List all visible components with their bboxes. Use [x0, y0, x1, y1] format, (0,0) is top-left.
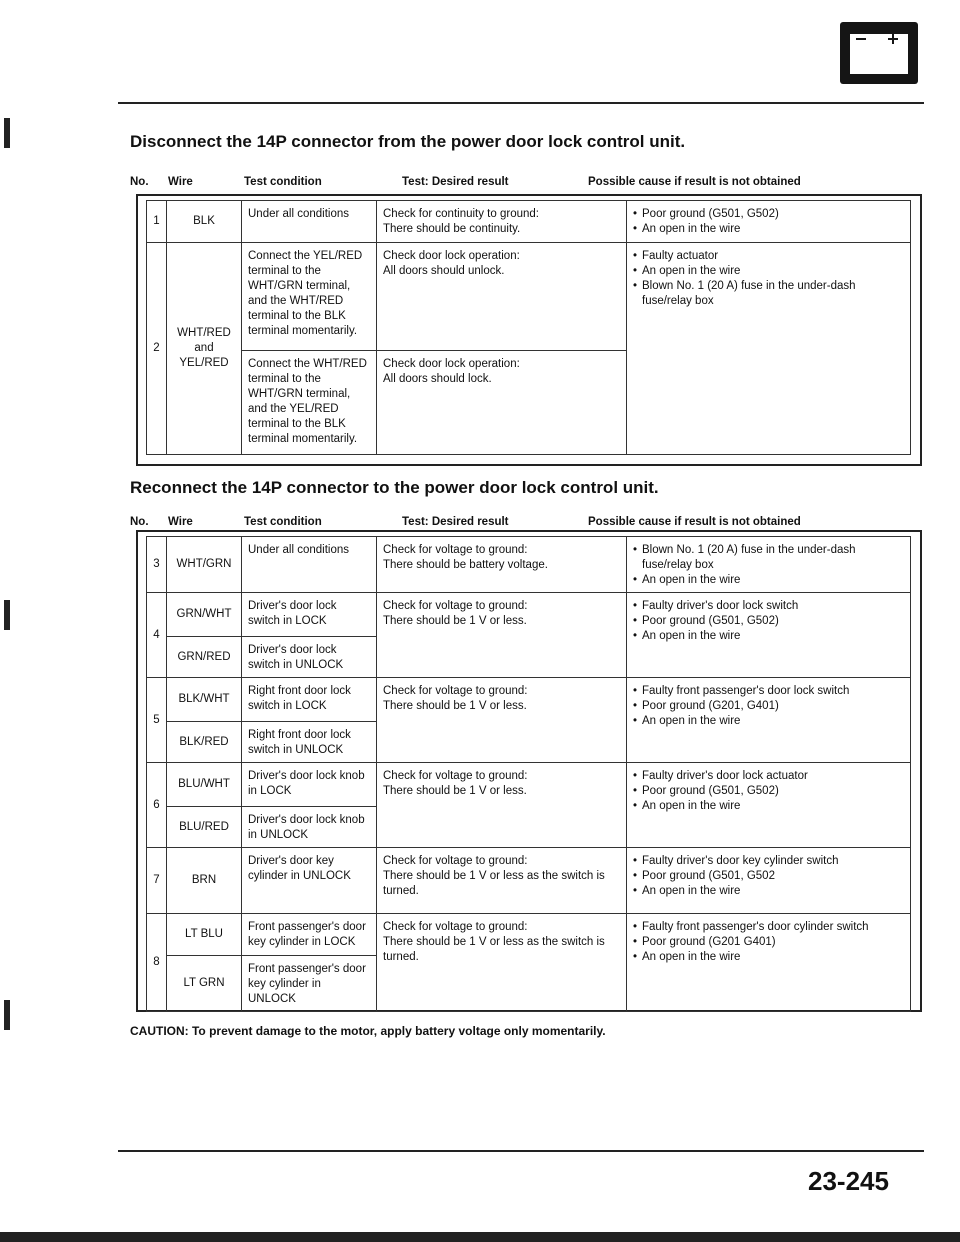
table-row [147, 848, 911, 914]
battery-icon [840, 22, 918, 84]
col-header-desired-result: Test: Desired result [402, 516, 509, 528]
row-wire: BRN [167, 848, 242, 914]
row-condition: Under all conditions [242, 537, 377, 593]
bottom-strip [0, 1232, 960, 1242]
col-header-possible-cause: Possible cause if result is not obtained [588, 516, 801, 528]
row-condition: Driver's door key cylinder in UNLOCK [242, 848, 377, 914]
section2-title: Reconnect the 14P connector to the power door lock control unit. [130, 478, 659, 497]
row-condition: Connect the YEL/RED terminal to the WHT/GRN terminal, and the WHT/RED terminal to the BLK terminal momentarily. [242, 243, 377, 351]
cause-item: • Poor ground (G501, G502) [633, 784, 905, 799]
row-causes [627, 914, 911, 1012]
row-wire: WHT/RED and YEL/RED [167, 243, 242, 455]
row-causes [627, 848, 911, 914]
row-no: 3 [147, 537, 167, 593]
row-no: 2 [147, 243, 167, 455]
section2-table [146, 536, 911, 1012]
row-wire: LT GRN [167, 956, 242, 1012]
row-causes [627, 537, 911, 593]
cause-item: • An open in the wire [633, 264, 905, 279]
row-result: Check for voltage to ground: There should be 1 V or less. [377, 678, 627, 763]
row-no: 4 [147, 593, 167, 678]
row-wire: BLK/WHT [167, 678, 242, 722]
cause-item: • An open in the wire [633, 714, 905, 729]
cause-item: • Poor ground (G501, G502 [633, 869, 905, 884]
row-result: Check for continuity to ground: There should be continuity. [377, 201, 627, 243]
col-header-no: No. [130, 176, 149, 188]
cause-item: • Poor ground (G501, G502) [633, 614, 905, 629]
col-header-wire: Wire [168, 176, 193, 188]
row-wire: LT BLU [167, 914, 242, 956]
side-mark [4, 600, 10, 630]
row-condition: Driver's door lock switch in UNLOCK [242, 637, 377, 678]
table-row [147, 243, 911, 351]
row-wire: WHT/GRN [167, 537, 242, 593]
bottom-rule [118, 1150, 924, 1152]
cause-item: • Blown No. 1 (20 A) fuse in the under-dash fuse/relay box [633, 543, 905, 573]
col-header-test-condition: Test condition [244, 516, 322, 528]
row-condition: Driver's door lock knob in LOCK [242, 763, 377, 807]
table-row [147, 201, 911, 243]
row-wire: BLK [167, 201, 242, 243]
cause-item: • Faulty driver's door lock switch [633, 599, 905, 614]
caution-note: CAUTION: To prevent damage to the motor, apply battery voltage only momentarily. [130, 1024, 606, 1038]
section1-title: Disconnect the 14P connector from the power door lock control unit. [130, 132, 686, 151]
cause-item: • Faulty driver's door key cylinder switch [633, 854, 905, 869]
table-row [147, 678, 911, 722]
row-condition: Right front door lock switch in LOCK [242, 678, 377, 722]
row-wire: GRN/RED [167, 637, 242, 678]
row-result: Check for voltage to ground: There should be 1 V or less. [377, 593, 627, 678]
cause-item: • Poor ground (G201 G401) [633, 935, 905, 950]
col-header-wire: Wire [168, 516, 193, 528]
table-row [147, 593, 911, 637]
row-result: Check door lock operation: All doors should unlock. [377, 243, 627, 351]
cause-item: • An open in the wire [633, 573, 905, 588]
cause-item: • An open in the wire [633, 884, 905, 899]
row-condition: Right front door lock switch in UNLOCK [242, 722, 377, 763]
row-causes [627, 678, 911, 763]
col-header-desired-result: Test: Desired result [402, 176, 509, 188]
cause-item: • An open in the wire [633, 629, 905, 644]
row-result: Check for voltage to ground: There should be battery voltage. [377, 537, 627, 593]
row-result: Check for voltage to ground: There should be 1 V or less. [377, 763, 627, 848]
cause-item: • Faulty driver's door lock actuator [633, 769, 905, 784]
table-row [147, 763, 911, 807]
cause-item: • Poor ground (G501, G502) [633, 207, 905, 222]
row-causes [627, 593, 911, 678]
row-no: 6 [147, 763, 167, 848]
table-row [147, 914, 911, 956]
col-header-possible-cause: Possible cause if result is not obtained [588, 176, 801, 188]
cause-item: • Poor ground (G201, G401) [633, 699, 905, 714]
row-wire: GRN/WHT [167, 593, 242, 637]
row-condition: Driver's door lock switch in LOCK [242, 593, 377, 637]
col-header-no: No. [130, 516, 149, 528]
row-no: 5 [147, 678, 167, 763]
row-causes [627, 201, 911, 243]
cause-item: • Faulty front passenger's door lock switch [633, 684, 905, 699]
row-wire: BLK/RED [167, 722, 242, 763]
row-no: 8 [147, 914, 167, 1012]
row-wire: BLU/RED [167, 807, 242, 848]
row-wire: BLU/WHT [167, 763, 242, 807]
row-causes [627, 763, 911, 848]
cause-item: • An open in the wire [633, 950, 905, 965]
cause-item: • Faulty front passenger's door cylinder switch [633, 920, 905, 935]
cause-item: • Blown No. 1 (20 A) fuse in the under-dash fuse/relay box [633, 279, 905, 309]
row-condition: Under all conditions [242, 201, 377, 243]
row-no: 1 [147, 201, 167, 243]
row-condition: Driver's door lock knob in UNLOCK [242, 807, 377, 848]
row-causes [627, 243, 911, 455]
top-rule [118, 102, 924, 104]
col-header-test-condition: Test condition [244, 176, 322, 188]
side-mark [4, 1000, 10, 1030]
row-result: Check for voltage to ground: There should be 1 V or less as the switch is turned. [377, 848, 627, 914]
side-mark [4, 118, 10, 148]
page-number: 23-245 [808, 1166, 889, 1196]
row-result: Check door lock operation: All doors should lock. [377, 351, 627, 455]
row-condition: Connect the WHT/RED terminal to the WHT/GRN terminal, and the YEL/RED terminal to the BLK terminal momentarily. [242, 351, 377, 455]
row-result: Check for voltage to ground: There should be 1 V or less as the switch is turned. [377, 914, 627, 1012]
row-condition: Front passenger's door key cylinder in LOCK [242, 914, 377, 956]
cause-item: • An open in the wire [633, 222, 905, 237]
row-no: 7 [147, 848, 167, 914]
row-condition: Front passenger's door key cylinder in UNLOCK [242, 956, 377, 1012]
cause-item: • Faulty actuator [633, 249, 905, 264]
table-row [147, 537, 911, 593]
section1-table [146, 200, 911, 455]
cause-item: • An open in the wire [633, 799, 905, 814]
